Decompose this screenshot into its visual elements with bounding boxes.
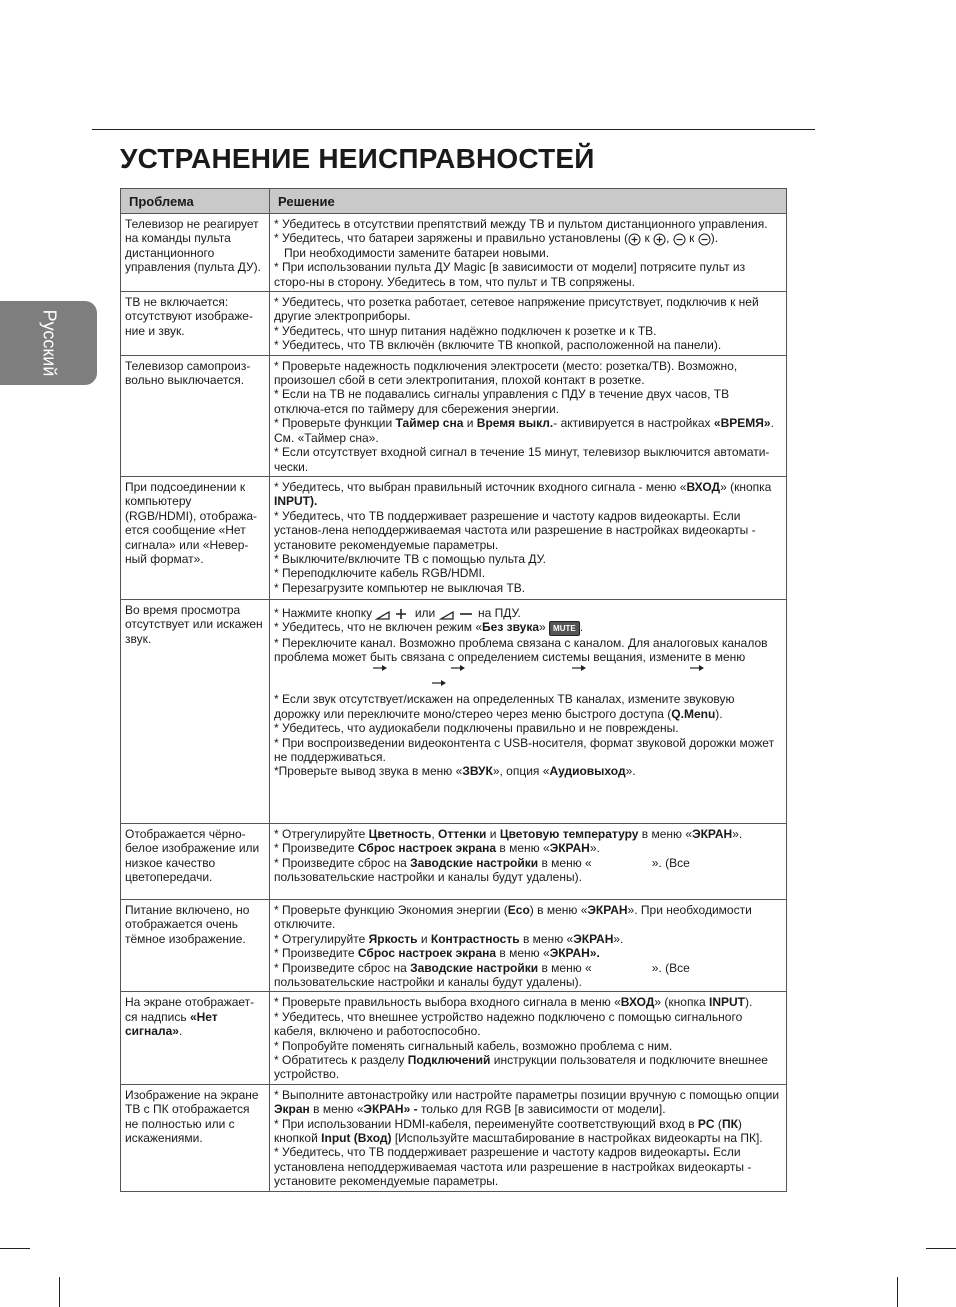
arrow-right-icon [373,665,387,671]
table-row [121,355,787,476]
solution-cell [270,823,787,899]
solution-line: * Убедитесь, что выбран правильный источник входного сигнала - меню «ВХОД» (кнопка INPUT). [274,479,772,509]
solution-line: * Если звук отсутствует/искажен на определенных ТВ каналах, измените звуковую дорожку или переключите моно/стерео через меню быстрого доступа (Q.Menu). [274,692,735,721]
solution-line: * Обратитесь к разделу Подключений инструкции пользователя и подключите внешнее устройство. [274,1052,768,1082]
solution-line: * Убедитесь, что батареи заряжены и правильно установлены ( к , к ). [274,231,719,246]
problem-cell: Во время просмотра отсутствует или искажен звук. [121,599,270,823]
top-rule [92,129,815,130]
problem-cell: Отображается чёрно-белое изображение или низкое качество цветопередачи. [121,823,270,899]
table-row [121,214,787,292]
volume-down-icon [439,608,475,620]
volume-up-icon [375,608,411,620]
crop-mark [897,1277,898,1307]
table-row [121,599,787,823]
solution-line: * Если отсутствует входной сигнал в течение 15 минут, телевизор выключится автомати-чески. [274,445,770,474]
solution-line: * Убедитесь, что ТВ включён (включите ТВ кнопкой, расположенной на панели). [274,338,722,353]
solution-line: * Если на ТВ не подавались сигналы управления с ПДУ в течение двух часов, ТВ отключа-ется по таймеру для сбережения энергии. [274,387,730,416]
table-row [121,992,787,1084]
solution-line: * Отрегулируйте Цветность, Оттенки и Цветовую температуру в меню «ЭКРАН». [274,826,743,841]
crop-mark [926,1248,956,1249]
solution-line: * При воспроизведении видеоконтента с USB-носителя, формат звуковой дорожки может не поддерживаться. [274,735,775,765]
solution-line: * Проверьте надежность подключения электросети (место: розетка/ТВ). Возможно, произошел сбой в сети электропитания, плохой контакт в розетке. [274,358,738,388]
solution-line: * Убедитесь, что шнур питания надёжно подключен к розетке и к ТВ. [274,323,657,338]
problem-cell: ТВ не включается: отсутствуют изображе-ние и звук. [121,292,270,356]
arrow-right-icon [572,665,586,671]
solution-cell [270,292,787,356]
language-tab-label: Русский [39,309,59,377]
language-tab [0,301,97,385]
problem-cell: При подсоединении к компьютеру (RGB/HDMI), отобража-ется сообщение «Нет сигнала» или «Невер-ный формат». [121,476,270,599]
arrow-right-icon [451,665,465,671]
arrow-right-icon [690,665,704,671]
table-row [121,899,787,991]
solution-line: * Убедитесь, что аудиокабели подключены правильно и не повреждены. [274,721,679,736]
solution-line: * При использовании пульта ДУ Magic [в зависимости от модели] потрясите пульт из сторо-ны в сторону. Убедитесь в том, что пульт и ТВ сопряжены. [274,260,746,289]
solution-cell [270,476,787,599]
solution-line: * Переключите канал. Возможно проблема связана с каналом. Для аналоговых каналов проблема может быть связана с определением системы вещания, измените в меню [274,635,768,665]
crop-mark [59,1277,60,1307]
problem-cell: Питание включено, но отображается очень тёмное изображение. [121,899,270,991]
solution-line: * Произведите сброс на Заводские настройки в меню « ». (Все пользовательские настройки и каналы будут удалены). [274,855,690,885]
problem-cell: На экране отображает-ся надпись «Нет сигнала». [121,992,270,1084]
solution-line: * При использовании HDMI-кабеля, переименуйте соответствующий вход в PC (ПК) кнопкой Input (Вход) [Используйте масштабирование в настройках видеокарты на ПК]. [274,1116,763,1145]
menu-path-arrows [274,664,782,692]
solution-line: * Попробуйте поменять сигнальный кабель, возможно проблема с ним. [274,1038,673,1053]
problem-cell: Телевизор не реагирует на команды пульта дистанционного управления (пульта ДУ). [121,214,270,292]
solution-line: * Перезагрузите компьютер не выключая ТВ. [274,580,526,595]
battery-minus-icon [698,233,711,246]
troubleshooting-table [120,188,787,1192]
arrow-right-icon [432,680,446,686]
mute-button-icon: MUTE [549,621,580,636]
table-row [121,823,787,899]
solution-line: * Произведите Сброс настроек экрана в меню «ЭКРАН». [274,946,600,961]
solution-cell [270,1084,787,1191]
battery-plus-icon [628,233,641,246]
solution-cell [270,214,787,292]
col-header-solution: Решение [270,189,787,214]
solution-line: * Убедитесь, что ТВ поддерживает разрешение и частоту кадров видеокарты. Если установлена неподдерживаемая частота или разрешение в настройках видеокарты - установите рекомендуемые параметры. [274,1145,752,1189]
solution-line: При необходимости замените батареи новыми. [284,245,550,260]
battery-minus-icon [673,233,686,246]
solution-cell [270,355,787,476]
solution-cell [270,899,787,991]
solution-cell [270,599,787,823]
solution-line: * Произведите Сброс настроек экрана в меню «ЭКРАН». [274,841,600,856]
problem-cell: Изображение на экране ТВ с ПК отображается не полностью или с искажениями. [121,1084,270,1191]
solution-line: * Убедитесь, что внешнее устройство надежно подключено с помощью сигнального кабеля, включено и работоспособно. [274,1009,743,1039]
battery-plus-icon [653,233,666,246]
solution-line: * Проверьте правильность выбора входного сигнала в меню «ВХОД» (кнопка INPUT). [274,995,753,1010]
solution-line: * Проверьте функцию Экономия энергии (Eco) в меню «ЭКРАН». При необходимости отключите. [274,902,752,932]
col-header-problem: Проблема [121,189,270,214]
problem-cell: Телевизор самопроиз-вольно выключается. [121,355,270,476]
solution-line: *Проверьте вывод звука в меню «ЗВУК», опция «Аудиовыход». [274,764,636,779]
solution-line: * Проверьте функции Таймер сна и Время выкл.- активируется в настройках «ВРЕМЯ». См. «Таймер сна». [274,416,774,445]
solution-line: * Произведите сброс на Заводские настройки в меню « ». (Все пользовательские настройки и каналы будут удалены). [274,960,690,989]
solution-line: * Убедитесь, что не включен режим «Без звука» MUTE . [274,620,584,635]
solution-line: * Выполните автонастройку или настройте параметры позиции вручную с помощью опции Экран в меню «ЭКРАН» - только для RGB [в зависимости от модели]. [274,1087,780,1117]
solution-line: * Выключите/включите ТВ с помощью пульта ДУ. [274,551,547,566]
table-row [121,292,787,356]
solution-line: * Нажмите кнопку или на ПДУ. [274,605,521,620]
solution-line: * Отрегулируйте Яркость и Контрастность в меню «ЭКРАН». [274,931,624,946]
solution-line: * Убедитесь, что розетка работает, сетевое напряжение присутствует, подключив к ней другие электроприборы. [274,295,759,324]
solution-line: * Убедитесь в отсутствии препятствий между ТВ и пультом дистанционного управления. [274,217,768,231]
solution-cell [270,992,787,1084]
solution-line: * Переподключите кабель RGB/HDMI. [274,566,486,581]
table-row [121,1084,787,1191]
solution-line: * Убедитесь, что ТВ поддерживает разрешение и частоту кадров видеокарты. Если установ-лена неподдерживаемая частота или разрешение в настройках видеокарты - установите рекомендуемые параметры. [274,508,756,552]
page-title: УСТРАНЕНИЕ НЕИСПРАВНОСТЕЙ [120,143,595,174]
table-row [121,476,787,599]
crop-mark [0,1248,30,1249]
